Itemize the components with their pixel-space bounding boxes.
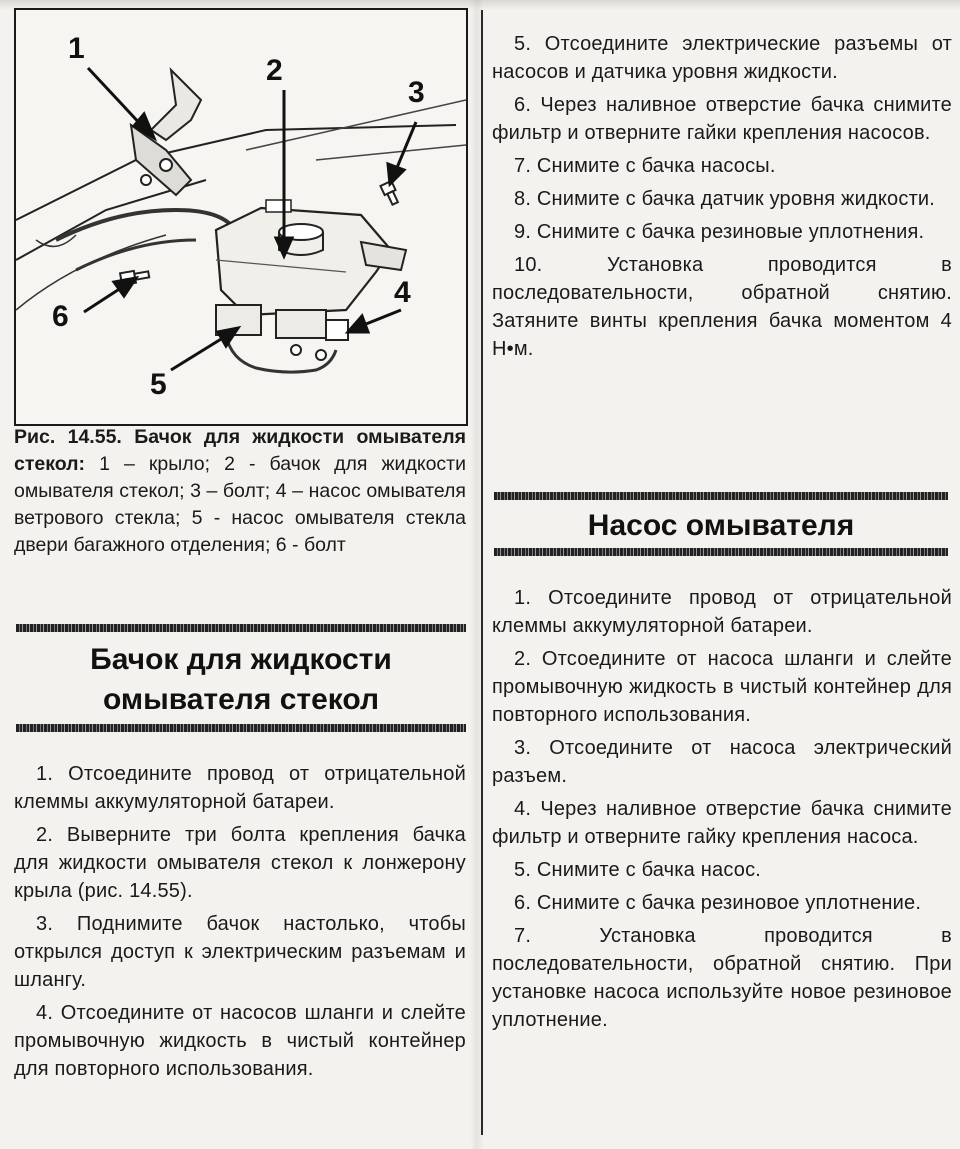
section-title-reservoir bbox=[16, 640, 466, 720]
reservoir-steps bbox=[14, 760, 466, 1088]
list-item: 7. Установка проводится в последовательности, обратной снятию. При установке насоса используйте новое резиновое уплотнение. bbox=[492, 925, 952, 1031]
list-item: 9. Снимите с бачка резиновые уплотнения. bbox=[514, 221, 925, 243]
callout-3: 3 bbox=[408, 76, 425, 109]
list-item: 1. Отсоедините провод от отрицательной клеммы аккумуляторной батареи. bbox=[14, 763, 466, 813]
reservoir-steps-continued bbox=[492, 30, 952, 368]
list-item: 2. Выверните три болта крепления бачка для жидкости омывателя стекол к лонжерону крыла (рис. 14.55). bbox=[14, 824, 466, 902]
heading-rule-top-right bbox=[494, 492, 948, 500]
caption-title: Рис. 14.55. Бачок для жидкости омывателя стекол: bbox=[14, 426, 466, 475]
section-title-line-2: омывателя стекол bbox=[102, 683, 380, 716]
list-item: 6. Снимите с бачка резиновое уплотнение. bbox=[514, 892, 922, 914]
heading-rule-bottom-left bbox=[16, 724, 466, 732]
list-item: 2. Отсоедините от насоса шланги и слейте промывочную жидкость в чистый контейнер для повторного использования. bbox=[492, 648, 952, 726]
list-item: 5. Снимите с бачка насос. bbox=[514, 859, 762, 881]
heading-rule-bottom-right bbox=[494, 548, 948, 556]
list-item: 5. Отсоедините электрические разъемы от насосов и датчика уровня жидкости. bbox=[492, 33, 952, 83]
figure-caption bbox=[14, 424, 466, 559]
caption-text: 1 – крыло; 2 - бачок для жидкости омывателя стекол; 3 – болт; 4 – насос омывателя ветрового стекла; 5 - насос омывателя стекла двери багажного отделения; 6 - болт bbox=[14, 453, 466, 556]
list-item: 1. Отсоедините провод от отрицательной клеммы аккумуляторной батареи. bbox=[492, 587, 952, 637]
list-item: 6. Через наливное отверстие бачка снимите фильтр и отверните гайки крепления насосов. bbox=[492, 94, 952, 144]
column-divider bbox=[481, 10, 483, 1135]
list-item: 7. Снимите с бачка насосы. bbox=[514, 155, 776, 177]
callout-5: 5 bbox=[150, 368, 167, 401]
figure-washer-reservoir bbox=[14, 8, 468, 426]
list-item: 8. Снимите с бачка датчик уровня жидкости. bbox=[514, 188, 936, 210]
list-item: 3. Отсоедините от насоса электрический разъем. bbox=[492, 737, 952, 787]
list-item: 4. Через наливное отверстие бачка снимите фильтр и отверните гайку крепления насоса. bbox=[492, 798, 952, 848]
list-item: 3. Поднимите бачок настолько, чтобы открылся доступ к электрическим разъемам и шлангу. bbox=[14, 913, 466, 991]
washer-reservoir-drawing bbox=[16, 10, 466, 424]
section-title-pump: Насос омывателя bbox=[587, 509, 855, 542]
list-item: 10. Установка проводится в последовательности, обратной снятию. Затяните винты крепления бачка моментом 4 Н•м. bbox=[492, 254, 952, 360]
section-title-line-1: Бачок для жидкости bbox=[90, 643, 392, 676]
callout-4: 4 bbox=[394, 276, 411, 309]
callout-6: 6 bbox=[52, 300, 69, 333]
callout-1: 1 bbox=[68, 32, 85, 65]
heading-rule-top-left bbox=[16, 624, 466, 632]
pump-steps bbox=[492, 584, 952, 1039]
list-item: 4. Отсоедините от насосов шланги и слейте промывочную жидкость в чистый контейнер для повторного использования. bbox=[14, 1002, 466, 1080]
callout-2: 2 bbox=[266, 54, 283, 87]
